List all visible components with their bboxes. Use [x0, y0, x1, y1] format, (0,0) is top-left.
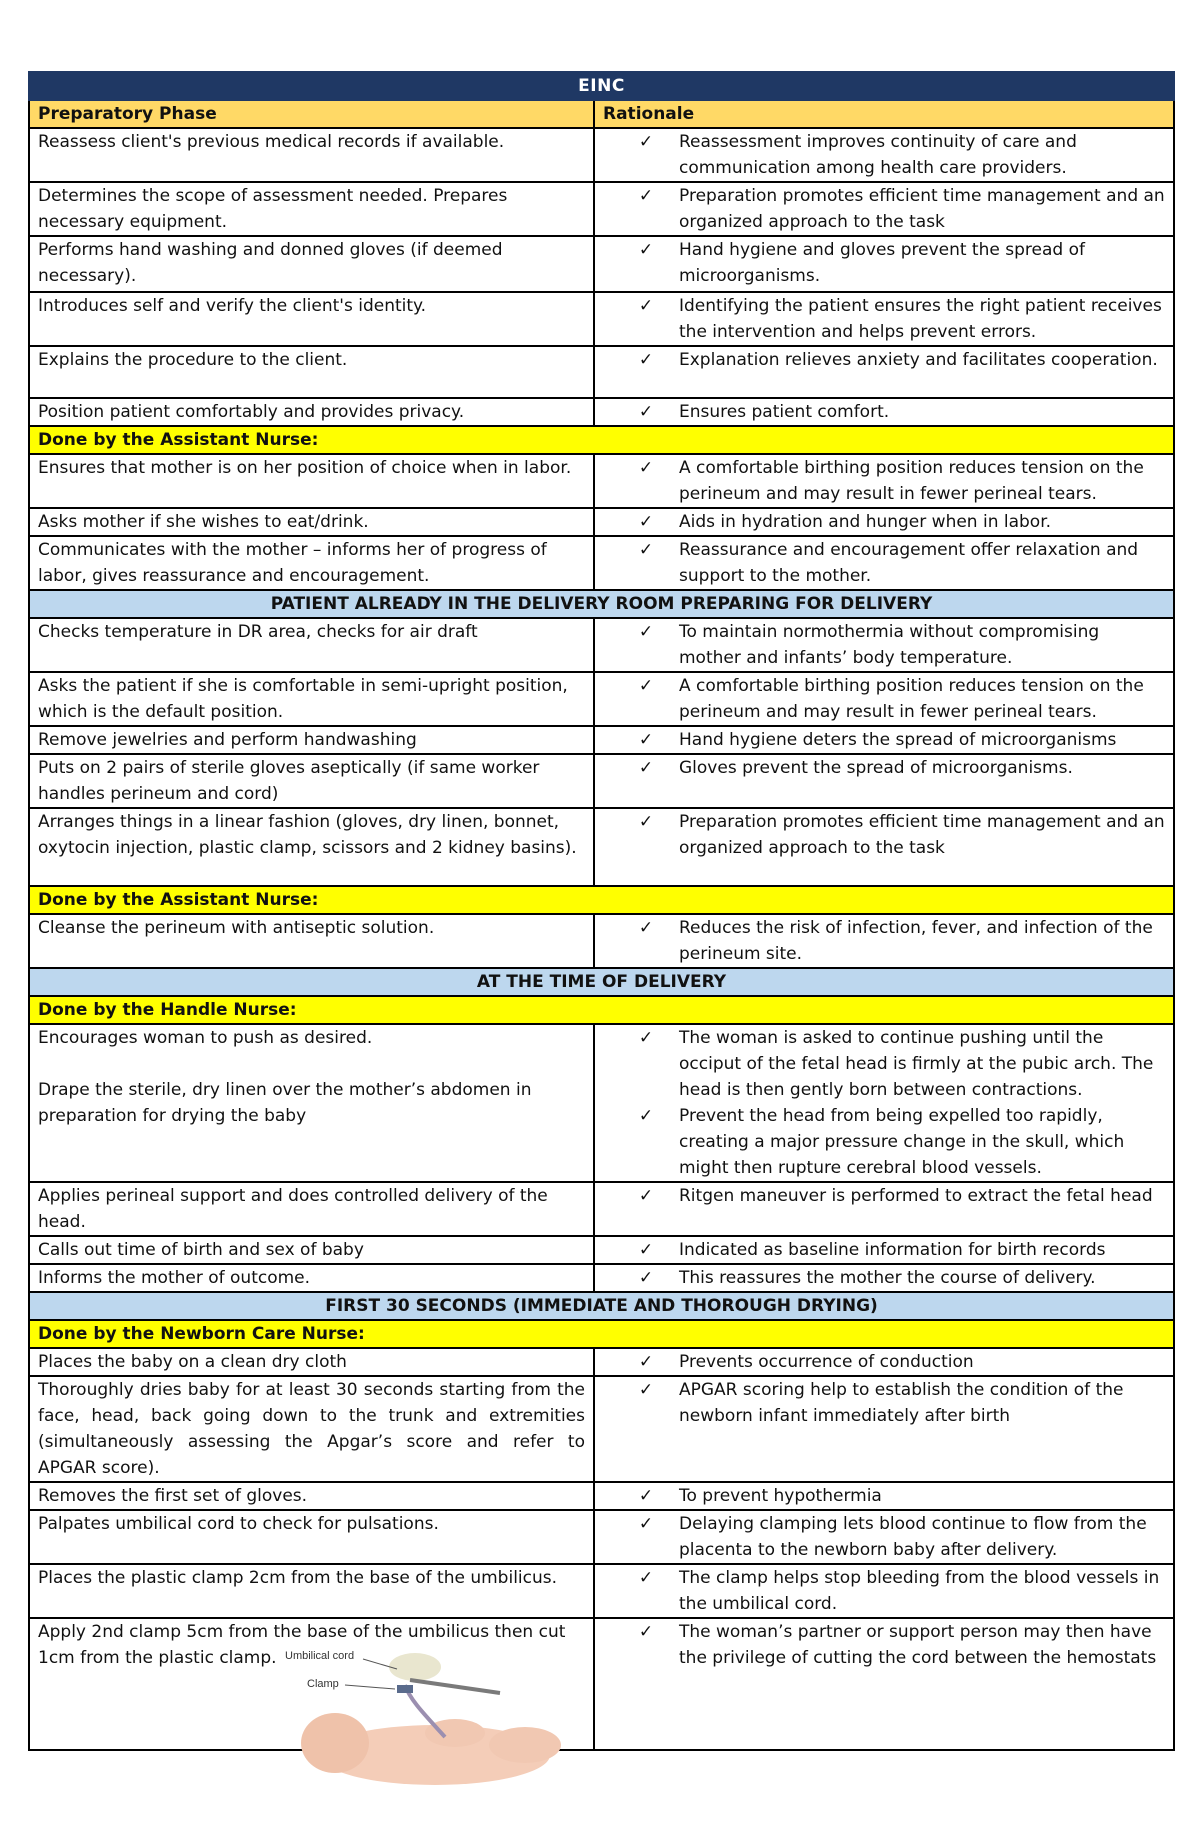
rationale-cell: ✓ Hand hygiene deters the spread of microorganisms — [594, 726, 1174, 754]
step-cell: Places the plastic clamp 2cm from the base of the umbilicus. — [29, 1564, 594, 1618]
rationale-cell: ✓ To prevent hypothermia — [594, 1482, 1174, 1510]
rationale-cell: ✓ The clamp helps stop bleeding from the blood vessels in the umbilical cord. — [594, 1564, 1174, 1618]
check-mark-icon: ✓ — [638, 1486, 654, 1506]
rationale-cell: ✓ A comfortable birthing position reduces tension on the perineum and may result in fewer perineal tears. — [594, 672, 1174, 726]
rationale-cell: ✓ Aids in hydration and hunger when in labor. — [594, 508, 1174, 536]
check-mark-icon: ✓ — [638, 622, 654, 642]
step-cell: Asks the patient if she is comfortable in semi-upright position, which is the default position. — [29, 672, 594, 726]
step-text: Encourages woman to push as desired. — [38, 1028, 373, 1048]
rationale-cell: ✓ The woman is asked to continue pushing until the occiput of the fetal head is firmly at the pubic arch. The head is then gently born between contractions. ✓ Prevent the head from being expelled too rapidly, creating a major pressure change in the skull, which might then rupture cerebral blood vessels. — [594, 1024, 1174, 1182]
step-cell: Asks mother if she wishes to eat/drink. — [29, 508, 594, 536]
table-row — [29, 914, 1174, 968]
check-mark-icon: ✓ — [638, 350, 654, 370]
table-row — [29, 182, 1174, 236]
table-row — [29, 726, 1174, 754]
rationale-cell: ✓ Delaying clamping lets blood continue to flow from the placenta to the newborn baby after delivery. — [594, 1510, 1174, 1564]
label-line-clamp — [345, 1685, 395, 1689]
einc-table — [28, 71, 1175, 1751]
table-row — [29, 808, 1174, 886]
step-cell: Introduces self and verify the client's identity. — [29, 292, 594, 346]
rationale-cell: ✓ Explanation relieves anxiety and facilitates cooperation. — [594, 346, 1174, 398]
rationale-cell: ✓ Hand hygiene and gloves prevent the spread of microorganisms. — [594, 236, 1174, 292]
check-mark-icon: ✓ — [638, 730, 654, 750]
table-row — [29, 292, 1174, 346]
clamp-shape — [397, 1685, 413, 1693]
step-cell: Remove jewelries and perform handwashing — [29, 726, 594, 754]
check-mark-icon: ✓ — [638, 186, 654, 206]
step-cell — [29, 1024, 594, 1182]
column-header-rationale: Rationale — [594, 100, 1174, 128]
assistant-nurse-heading-2: Done by the Assistant Nurse: — [29, 886, 1174, 914]
check-mark-icon: ✓ — [638, 1240, 654, 1260]
check-mark-icon: ✓ — [638, 1622, 654, 1642]
check-mark-icon: ✓ — [638, 512, 654, 532]
table-row — [29, 1024, 1174, 1182]
table-row — [29, 1510, 1174, 1564]
baby-leg-shape — [489, 1727, 561, 1763]
step-cell: Apply 2nd clamp 5cm from the base of the umbilicus then cut 1cm from the plastic clamp. — [29, 1618, 594, 1750]
check-mark-icon: ✓ — [638, 758, 654, 778]
step-cell: Places the baby on a clean dry cloth — [29, 1348, 594, 1376]
check-mark-icon: ✓ — [638, 1268, 654, 1288]
check-mark-icon: ✓ — [638, 812, 654, 832]
rationale-cell: ✓ Ritgen maneuver is performed to extract the fetal head — [594, 1182, 1174, 1236]
step-cell: Calls out time of birth and sex of baby — [29, 1236, 594, 1264]
table-row — [29, 1264, 1174, 1292]
table-row — [29, 1618, 1174, 1750]
check-mark-icon: ✓ — [638, 676, 654, 696]
table-row — [29, 236, 1174, 292]
section-heading-time-of-delivery: AT THE TIME OF DELIVERY — [29, 968, 1174, 996]
step-cell: Cleanse the perineum with antiseptic solution. — [29, 914, 594, 968]
rationale-cell: ✓ Reassurance and encouragement offer relaxation and support to the mother. — [594, 536, 1174, 590]
gloved-hand-shape — [389, 1653, 441, 1681]
rationale-cell: ✓ To maintain normothermia without compromising mother and infants’ body temperature. — [594, 618, 1174, 672]
check-mark-icon: ✓ — [638, 1352, 654, 1372]
step-cell: Palpates umbilical cord to check for pulsations. — [29, 1510, 594, 1564]
umbilical-cord-clamp-illustration — [285, 1645, 575, 1785]
step-cell: Puts on 2 pairs of sterile gloves aseptically (if same worker handles perineum and cord) — [29, 754, 594, 808]
step-cell: Removes the first set of gloves. — [29, 1482, 594, 1510]
check-mark-icon: ✓ — [638, 132, 654, 152]
assistant-nurse-heading: Done by the Assistant Nurse: — [29, 426, 1174, 454]
step-cell: Informs the mother of outcome. — [29, 1264, 594, 1292]
newborn-nurse-heading: Done by the Newborn Care Nurse: — [29, 1320, 1174, 1348]
table-row — [29, 1564, 1174, 1618]
step-cell: Determines the scope of assessment needed. Prepares necessary equipment. — [29, 182, 594, 236]
rationale-cell: ✓ Reduces the risk of infection, fever, and infection of the perineum site. — [594, 914, 1174, 968]
check-mark-icon: ✓ — [638, 1106, 654, 1126]
rationale-cell: ✓ This reassures the mother the course of delivery. — [594, 1264, 1174, 1292]
table-row — [29, 128, 1174, 182]
table-row — [29, 398, 1174, 426]
rationale-cell: ✓ Prevents occurrence of conduction — [594, 1348, 1174, 1376]
rationale-cell: ✓ The woman’s partner or support person may then have the privilege of cutting the cord between the hemostats — [594, 1618, 1174, 1750]
table-row — [29, 1482, 1174, 1510]
step-cell: Explains the procedure to the client. — [29, 346, 594, 398]
table-row — [29, 1348, 1174, 1376]
rationale-cell: ✓ Preparation promotes efficient time management and an organized approach to the task — [594, 182, 1174, 236]
check-mark-icon: ✓ — [638, 1568, 654, 1588]
scissors-shape — [410, 1680, 500, 1693]
check-mark-icon: ✓ — [638, 1186, 654, 1206]
label-umbilical-cord: Umbilical cord — [285, 1650, 355, 1662]
table-row — [29, 346, 1174, 398]
handle-nurse-heading: Done by the Handle Nurse: — [29, 996, 1174, 1024]
table-row — [29, 672, 1174, 726]
column-header-phase: Preparatory Phase — [29, 100, 594, 128]
step-cell: Reassess client's previous medical records if available. — [29, 128, 594, 182]
check-mark-icon: ✓ — [638, 402, 654, 422]
table-row — [29, 1376, 1174, 1482]
step-cell: Thoroughly dries baby for at least 30 seconds starting from the face, head, back going down to the trunk and extremities (simultaneously assessing the Apgar’s score and refer to APGAR score). — [29, 1376, 594, 1482]
rationale-cell: ✓ Ensures patient comfort. — [594, 398, 1174, 426]
label-clamp: Clamp — [307, 1678, 339, 1690]
step-cell: Position patient comfortably and provides privacy. — [29, 398, 594, 426]
table-row — [29, 1236, 1174, 1264]
table-title: EINC — [29, 72, 1174, 100]
table-row — [29, 754, 1174, 808]
rationale-cell: ✓ Preparation promotes efficient time management and an organized approach to the task — [594, 808, 1174, 886]
rationale-cell: ✓ APGAR scoring help to establish the condition of the newborn infant immediately after birth — [594, 1376, 1174, 1482]
table-row — [29, 1182, 1174, 1236]
step-cell: Applies perineal support and does controlled delivery of the head. — [29, 1182, 594, 1236]
table-row — [29, 618, 1174, 672]
step-cell: Arranges things in a linear fashion (gloves, dry linen, bonnet, oxytocin injection, plastic clamp, scissors and 2 kidney basins). — [29, 808, 594, 886]
rationale-cell: ✓ Reassessment improves continuity of care and communication among health care providers. — [594, 128, 1174, 182]
rationale-cell: ✓ A comfortable birthing position reduces tension on the perineum and may result in fewer perineal tears. — [594, 454, 1174, 508]
step-cell: Ensures that mother is on her position of choice when in labor. — [29, 454, 594, 508]
check-mark-icon: ✓ — [638, 1514, 654, 1534]
check-mark-icon: ✓ — [638, 1028, 654, 1048]
check-mark-icon: ✓ — [638, 1380, 654, 1400]
table-row — [29, 536, 1174, 590]
section-heading-first-30-seconds: FIRST 30 SECONDS (IMMEDIATE AND THOROUGH DRYING) — [29, 1292, 1174, 1320]
section-heading-delivery-room: PATIENT ALREADY IN THE DELIVERY ROOM PREPARING FOR DELIVERY — [29, 590, 1174, 618]
step-cell: Performs hand washing and donned gloves (if deemed necessary). — [29, 236, 594, 292]
rationale-cell: ✓ Identifying the patient ensures the right patient receives the intervention and helps prevent errors. — [594, 292, 1174, 346]
table-row — [29, 508, 1174, 536]
step-cell: Communicates with the mother – informs her of progress of labor, gives reassurance and encouragement. — [29, 536, 594, 590]
step-cell: Checks temperature in DR area, checks for air draft — [29, 618, 594, 672]
rationale-cell: ✓ Indicated as baseline information for birth records — [594, 1236, 1174, 1264]
check-mark-icon: ✓ — [638, 918, 654, 938]
check-mark-icon: ✓ — [638, 458, 654, 478]
check-mark-icon: ✓ — [638, 540, 654, 560]
step-text-2: Drape the sterile, dry linen over the mother’s abdomen in preparation for drying the baby — [38, 1080, 532, 1126]
check-mark-icon: ✓ — [638, 240, 654, 260]
check-mark-icon: ✓ — [638, 296, 654, 316]
baby-head-shape — [301, 1713, 369, 1773]
table-row — [29, 454, 1174, 508]
rationale-cell: ✓ Gloves prevent the spread of microorganisms. — [594, 754, 1174, 808]
